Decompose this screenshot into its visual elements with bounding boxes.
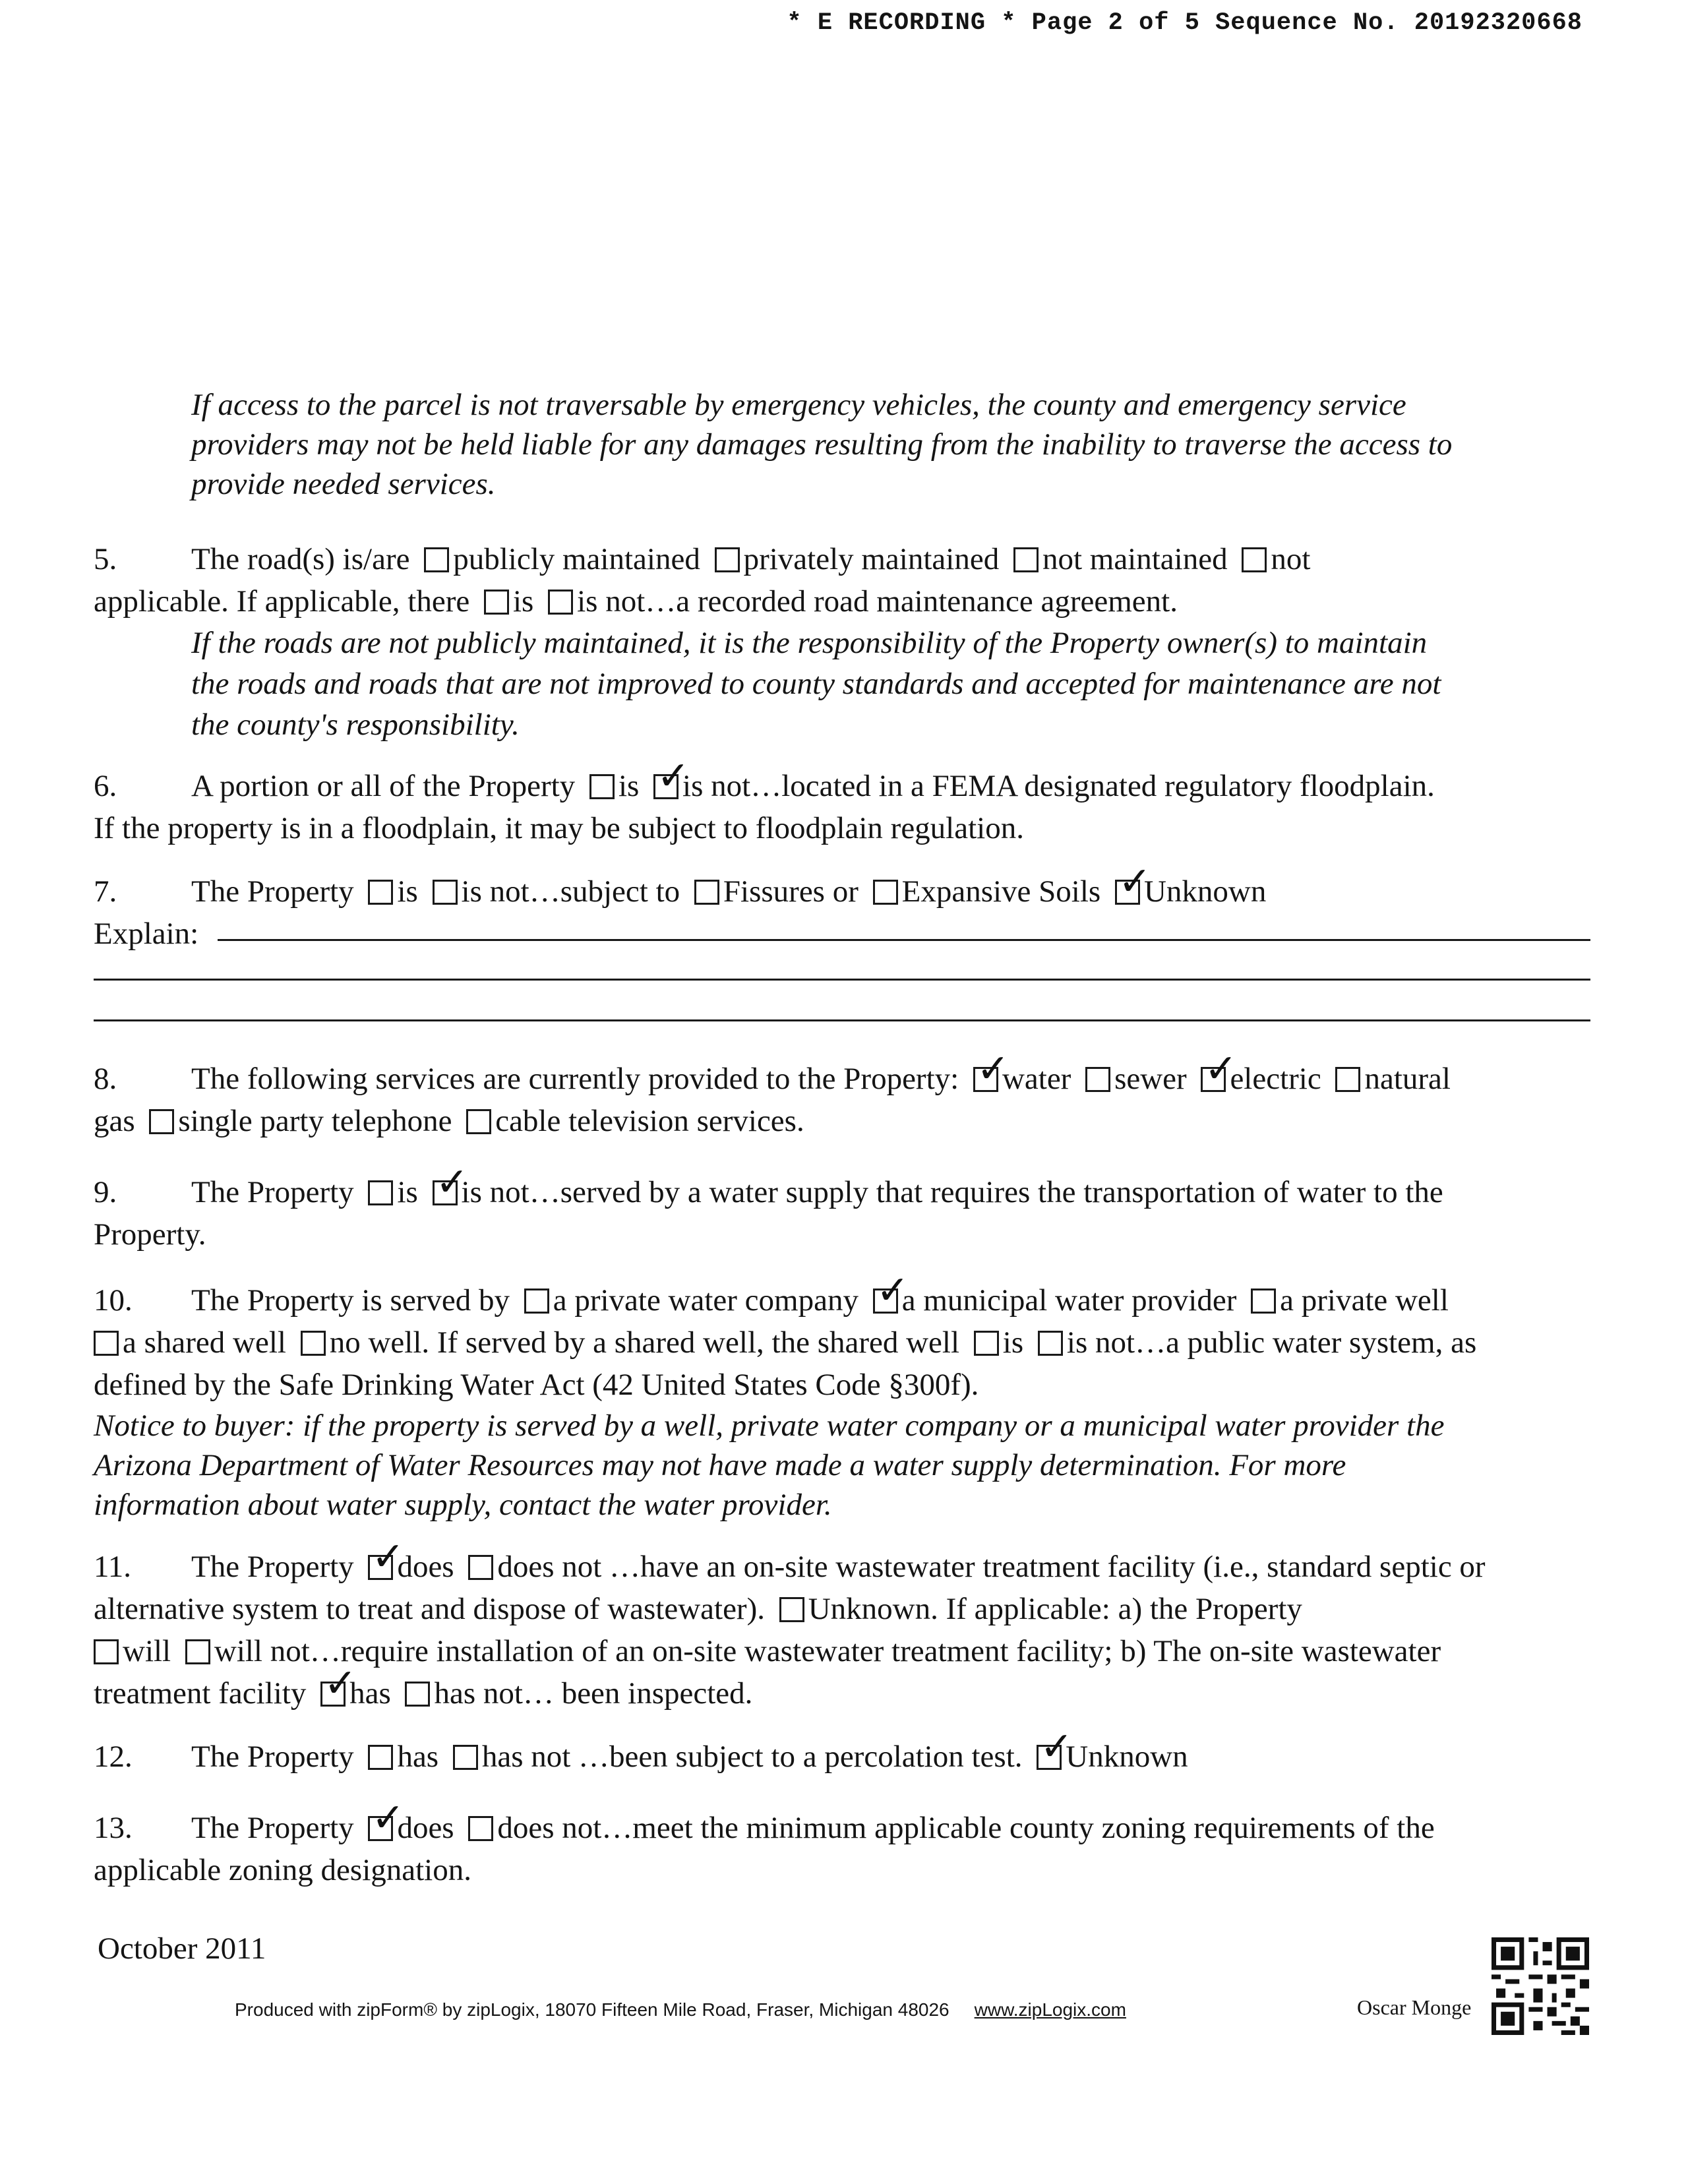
option-label: not maintained <box>1042 542 1228 576</box>
municipal-water-provider-checkbox[interactable] <box>873 1289 898 1314</box>
item-11 <box>94 1546 1486 1714</box>
inspected-has-not-checkbox[interactable] <box>405 1682 430 1707</box>
option-label: is <box>397 874 418 909</box>
subject-is-not-checkbox[interactable] <box>433 880 458 905</box>
option-label: has not …been subject to a percolation test. <box>481 1740 1023 1774</box>
option-label: is not…served by a water supply that requires the transportation of water to the <box>461 1175 1443 1209</box>
item-number: 12. <box>94 1740 133 1774</box>
notice-line: the roads and roads that are not improved to county standards and accepted for maintenance are not <box>191 667 1441 701</box>
option-label: has <box>349 1676 391 1711</box>
subject-is-checkbox[interactable] <box>368 880 393 905</box>
item-text: applicable zoning designation. <box>94 1853 471 1887</box>
option-label: does not …have an on-site wastewater treatment facility (i.e., standard septic or <box>497 1550 1486 1584</box>
notice-line: If the roads are not publicly maintained, it is the responsibility of the Property owner(s) to maintain <box>191 626 1428 660</box>
notice-line: Arizona Department of Water Resources may not have made a water supply determination. For more <box>94 1448 1346 1482</box>
option-label: will <box>123 1634 171 1668</box>
option-label: has <box>397 1740 439 1774</box>
water-transport-is-checkbox[interactable] <box>368 1180 393 1205</box>
installation-will-not-checkbox[interactable] <box>185 1639 210 1664</box>
item-text: Property. <box>94 1217 206 1252</box>
water-service-checkbox[interactable] <box>973 1067 998 1092</box>
cable-service-checkbox[interactable] <box>466 1109 491 1134</box>
item-number: 9. <box>94 1175 117 1209</box>
item-number: 13. <box>94 1811 133 1845</box>
electric-service-checkbox[interactable] <box>1201 1067 1226 1092</box>
signer-name: Oscar Monge <box>1357 1995 1472 2019</box>
public-system-is-checkbox[interactable] <box>974 1331 999 1356</box>
item-10 <box>94 1279 1476 1525</box>
item-6 <box>94 765 1435 849</box>
telephone-service-checkbox[interactable] <box>149 1109 174 1134</box>
inspected-has-checkbox[interactable] <box>320 1682 346 1707</box>
option-label: is <box>512 584 534 619</box>
option-label: not <box>1271 542 1311 576</box>
item-text: gas <box>94 1104 135 1138</box>
percolation-has-not-checkbox[interactable] <box>453 1745 478 1770</box>
public-system-is-not-checkbox[interactable] <box>1038 1331 1063 1356</box>
item-text: The following services are currently provided to the Property: <box>191 1062 959 1096</box>
expansive-soils-checkbox[interactable] <box>873 880 898 905</box>
item-number: 10. <box>94 1283 133 1318</box>
option-label: is not…located in a FEMA designated regulatory floodplain. <box>682 769 1435 803</box>
option-label: sewer <box>1114 1062 1187 1096</box>
item-text: The Property <box>191 1175 354 1209</box>
item-7 <box>94 870 1266 955</box>
notice-line: the county's responsibility. <box>191 708 520 742</box>
form-date: October 2011 <box>98 1931 266 1966</box>
option-label: natural <box>1364 1062 1451 1096</box>
item-8 <box>94 1058 1451 1142</box>
item-number: 11. <box>94 1550 132 1584</box>
item-text: defined by the Safe Drinking Water Act (42 United States Code §300f). <box>94 1368 979 1402</box>
option-label: does not…meet the minimum applicable county zoning requirements of the <box>497 1811 1435 1845</box>
item-text: The Property <box>191 874 354 909</box>
option-label: Unknown <box>1066 1740 1188 1774</box>
item-text: treatment facility <box>94 1676 307 1711</box>
option-label: a shared well <box>123 1325 286 1360</box>
option-label: Expansive Soils <box>901 874 1101 909</box>
item-text: The Property is served by <box>191 1283 510 1318</box>
option-label: water <box>1002 1062 1071 1096</box>
option-label: publicly maintained <box>453 542 700 576</box>
producer-text: Produced with zipForm® by zipLogix, 18070 Fifteen Mile Road, Fraser, Michigan 48026 <box>235 1999 950 2020</box>
option-label: is not…a public water system, as <box>1066 1325 1477 1360</box>
qr-code-icon <box>1492 1937 1589 2035</box>
emergency-access-notice <box>191 385 1452 504</box>
item-text: The Property <box>191 1550 354 1584</box>
option-label: is <box>397 1175 418 1209</box>
option-label: Fissures or <box>723 874 859 909</box>
zoning-does-checkbox[interactable] <box>368 1816 393 1841</box>
item-text: alternative system to treat and dispose of wastewater). <box>94 1592 765 1626</box>
maintenance-agreement-is-not-checkbox[interactable] <box>548 590 573 615</box>
private-water-company-checkbox[interactable] <box>524 1289 549 1314</box>
item-number: 7. <box>94 874 117 909</box>
no-well-checkbox[interactable] <box>301 1331 326 1356</box>
option-label: a municipal water provider <box>901 1283 1237 1318</box>
option-label: is not…a recorded road maintenance agreement. <box>577 584 1178 619</box>
notice-line: information about water supply, contact the water provider. <box>94 1488 832 1522</box>
item-12 <box>94 1736 1188 1778</box>
option-label: privately maintained <box>743 542 1000 576</box>
shared-well-checkbox[interactable] <box>94 1331 119 1356</box>
private-well-checkbox[interactable] <box>1251 1289 1276 1314</box>
option-label: does <box>397 1811 454 1845</box>
unknown-checkbox[interactable] <box>1115 880 1140 905</box>
maintenance-agreement-is-checkbox[interactable] <box>484 590 509 615</box>
option-label: will not…require installation of an on-site wastewater treatment facility; b) The on-site wastewater <box>214 1634 1441 1668</box>
option-label: has not… been inspected. <box>434 1676 753 1711</box>
item-9 <box>94 1171 1443 1256</box>
item-number: 5. <box>94 542 117 576</box>
option-label: is not…subject to <box>461 874 680 909</box>
wastewater-does-checkbox[interactable] <box>368 1555 393 1580</box>
notice-line: provide needed services. <box>191 467 496 501</box>
not-maintained-checkbox[interactable] <box>1013 547 1039 572</box>
percolation-has-checkbox[interactable] <box>368 1745 393 1770</box>
item-5 <box>94 538 1441 745</box>
fissures-checkbox[interactable] <box>694 880 719 905</box>
zoning-does-not-checkbox[interactable] <box>468 1816 493 1841</box>
publicly-maintained-checkbox[interactable] <box>424 547 449 572</box>
water-transport-is-not-checkbox[interactable] <box>433 1180 458 1205</box>
installation-will-checkbox[interactable] <box>94 1639 119 1664</box>
notice-line: Notice to buyer: if the property is served by a well, private water company or a municipal water provider the <box>94 1409 1445 1443</box>
item-number: 6. <box>94 769 117 803</box>
option-label: does <box>397 1550 454 1584</box>
item-text: The Property <box>191 1811 354 1845</box>
notice-line: If access to the parcel is not traversable by emergency vehicles, the county and emergency service <box>191 388 1406 422</box>
option-label: cable television services. <box>495 1104 804 1138</box>
produced-with-line <box>235 1999 1126 2020</box>
item-13 <box>94 1807 1435 1891</box>
roads-notice <box>191 622 1441 745</box>
ziplogix-link[interactable]: www.zipLogix.com <box>974 1999 1126 2020</box>
item-text: If applicable: a) the Property <box>946 1592 1302 1626</box>
floodplain-is-checkbox[interactable] <box>589 774 615 799</box>
option-label: a private water company <box>553 1283 859 1318</box>
water-supply-notice <box>94 1406 1476 1525</box>
natural-gas-service-checkbox[interactable] <box>1335 1067 1360 1092</box>
recording-header: * E RECORDING * Page 2 of 5 Sequence No. 20192320668 <box>787 9 1582 37</box>
option-label: is <box>1002 1325 1024 1360</box>
option-label: Unknown <box>1143 874 1267 909</box>
explain-line-3[interactable] <box>94 1019 1590 1021</box>
item-text: If the property is in a floodplain, it may be subject to floodplain regulation. <box>94 811 1024 845</box>
sewer-service-checkbox[interactable] <box>1085 1067 1110 1092</box>
percolation-unknown-checkbox[interactable] <box>1037 1745 1062 1770</box>
option-label: electric <box>1230 1062 1321 1096</box>
wastewater-does-not-checkbox[interactable] <box>468 1555 493 1580</box>
wastewater-unknown-checkbox[interactable] <box>779 1597 804 1622</box>
item-text: A portion or all of the Property <box>191 769 576 803</box>
option-label: a private well <box>1280 1283 1449 1318</box>
not-applicable-checkbox[interactable] <box>1242 547 1267 572</box>
floodplain-is-not-checkbox[interactable] <box>653 774 678 799</box>
item-text: The road(s) is/are <box>191 542 410 576</box>
option-label: is <box>618 769 640 803</box>
explain-line-2[interactable] <box>94 979 1590 981</box>
option-label: no well. If served by a shared well, the shared well <box>329 1325 960 1360</box>
notice-line: providers may not be held liable for any damages resulting from the inability to traverse the access to <box>191 427 1453 462</box>
option-label: Unknown. <box>808 1592 938 1626</box>
explain-line-1[interactable] <box>218 939 1590 941</box>
item-text: The Property <box>191 1740 354 1774</box>
privately-maintained-checkbox[interactable] <box>715 547 740 572</box>
option-label: single party telephone <box>178 1104 452 1138</box>
item-number: 8. <box>94 1062 117 1096</box>
item-text: applicable. If applicable, there <box>94 584 470 619</box>
explain-label: Explain: <box>94 917 199 951</box>
